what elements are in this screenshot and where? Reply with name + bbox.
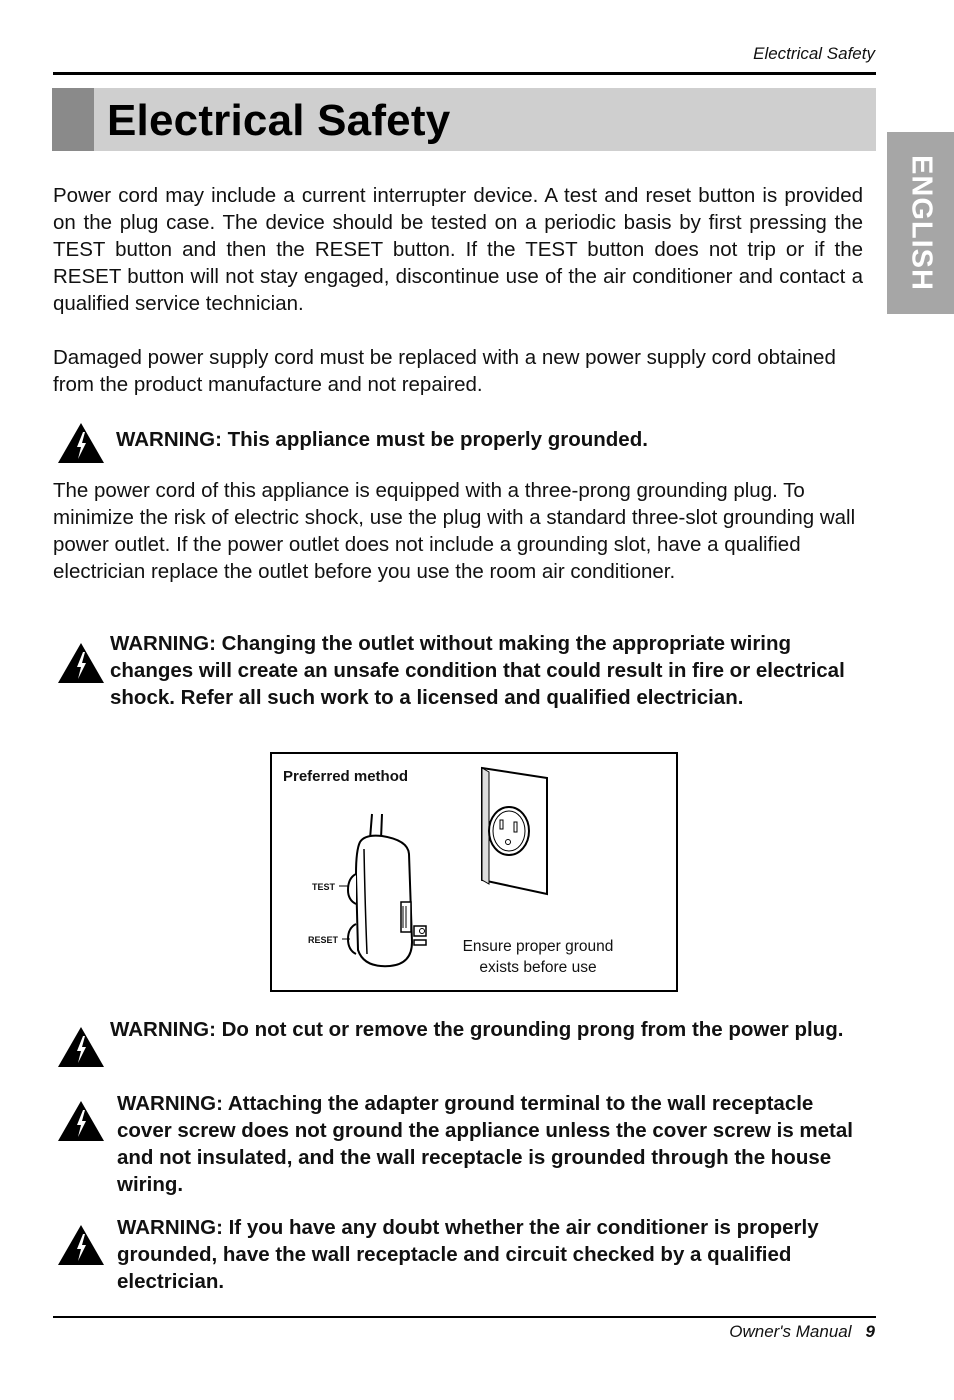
warning-icon [57, 1026, 105, 1068]
language-tab [887, 132, 954, 314]
warning-adapter-terminal [57, 1090, 867, 1198]
paragraph-damaged-cord: Damaged power supply cord must be replaced with a new power supply cord obtained from the product manufacture and not repaired. [53, 346, 836, 396]
figure-caption-line: exists before use [479, 959, 597, 976]
warning-grounding-prong [57, 1016, 867, 1068]
warning-outlet-change [57, 630, 867, 711]
paragraph-interrupter-device: Power cord may include a current interrupter device. A test and reset button is provided on the plug case. The device should be tested on a periodic basis by first pressing the TEST button and then the RESET button. If the TEST button does not trip or if the RESET button will not stay engaged, discontinue use of the air conditioner and contact a qualified service technician. [53, 184, 863, 315]
warning-doubt [57, 1214, 867, 1295]
page-number: 9 [865, 1322, 875, 1341]
figure-caption-line: Ensure proper ground [462, 938, 614, 955]
bottom-rule [53, 1316, 876, 1318]
warning-icon [57, 422, 105, 464]
figure-label: Preferred method [283, 768, 409, 785]
warning-icon [57, 1224, 105, 1266]
warning-icon [57, 642, 105, 684]
warning-text: WARNING: This appliance must be properly grounded. [116, 428, 648, 451]
page-title: Electrical Safety [107, 96, 451, 145]
warning-icon [57, 1100, 105, 1142]
reset-label: RESET [308, 935, 339, 945]
warning-text: WARNING: Attaching the adapter ground terminal to the wall receptacle cover screw does not ground the appliance unless the cover screw is metal and not insulated, and the wall receptacle is grounded through the house wiring. [117, 1092, 853, 1196]
grounding-figure [270, 752, 678, 992]
warning-text: WARNING: Changing the outlet without making the appropriate wiring changes will create an unsafe condition that could result in fire or electrical shock. Refer all such work to a licensed and qualified electrician. [110, 632, 845, 709]
title-band [52, 88, 876, 151]
top-rule [53, 72, 876, 75]
running-header: Electrical Safety [753, 44, 875, 63]
figure-caption [452, 936, 624, 978]
footer-manual-title: Owner's Manual [729, 1322, 852, 1341]
paragraph-three-prong: The power cord of this appliance is equipped with a three-prong grounding plug. To minimize the risk of electric shock, use the plug with a standard three-slot grounding wall power outlet. If the power outlet does not include a grounding slot, have a qualified electrician replace the outlet before you use the room air conditioner. [53, 479, 856, 583]
warning-grounded [57, 426, 867, 464]
test-button-icon [348, 874, 356, 904]
warning-text: WARNING: Do not cut or remove the grounding prong from the power plug. [110, 1018, 844, 1041]
test-label: TEST [312, 882, 336, 892]
language-tab-label: ENGLISH [905, 155, 937, 291]
title-tab-marker [52, 88, 94, 151]
outlet-icon [489, 807, 529, 855]
page-footer [729, 1322, 875, 1342]
warning-text: WARNING: If you have any doubt whether the air conditioner is properly grounded, have the wall receptacle and circuit checked by a qualified electrician. [117, 1216, 819, 1293]
